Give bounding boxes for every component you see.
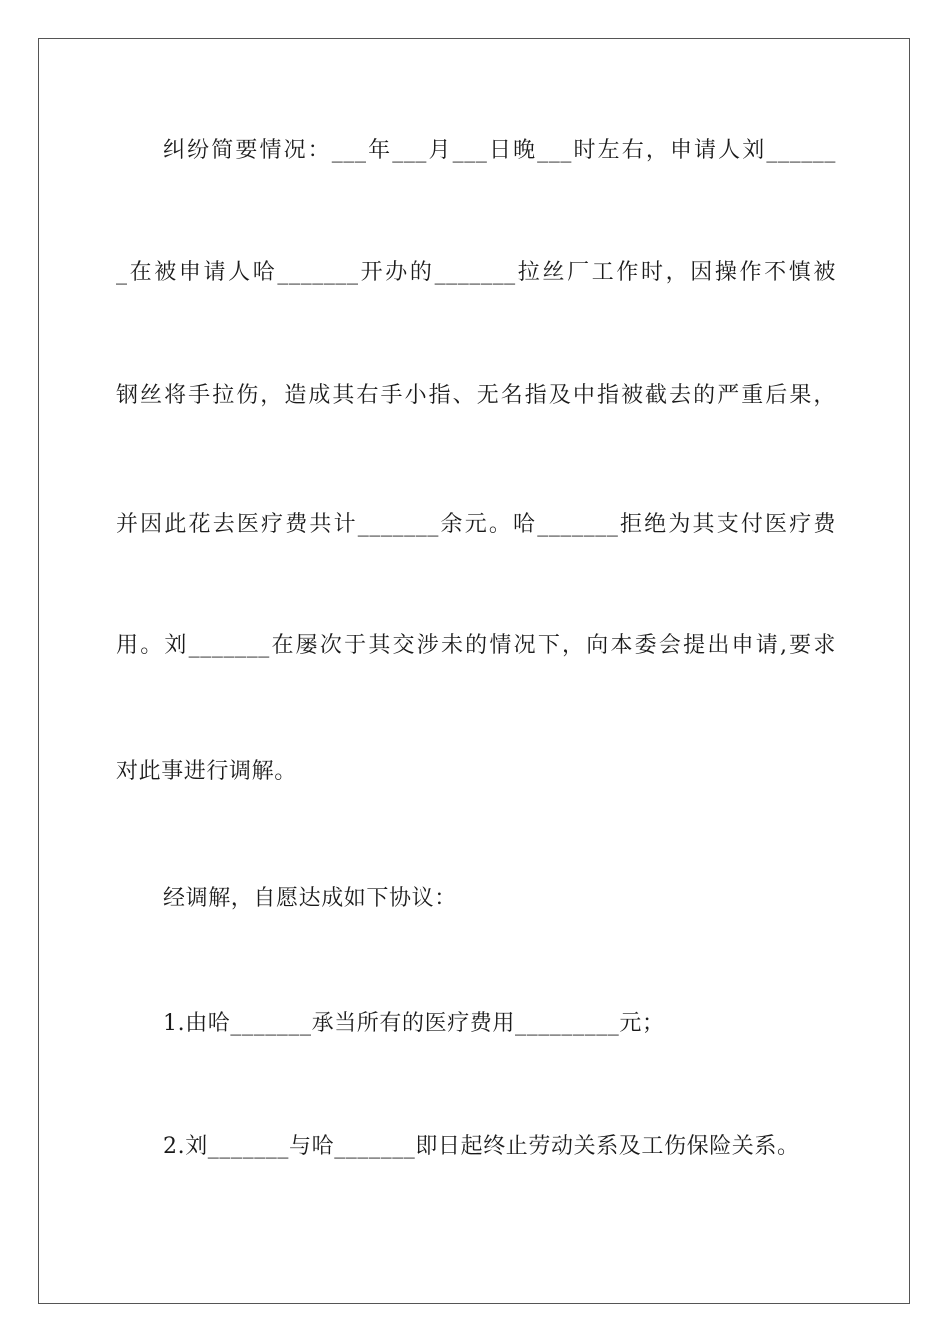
agreement-intro: 经调解，自愿达成如下协议： (163, 886, 457, 911)
dispute-summary-line-1: 纠纷简要情况：___年___月___日晚___时左右，申请人刘______ (163, 138, 836, 163)
dispute-summary-line-5: 用。刘_______在屡次于其交涉未的情况下，向本委会提出申请,要求 (116, 633, 836, 658)
page-border (38, 38, 910, 1304)
dispute-summary-line-4: 并因此花去医疗费共计_______余元。哈_______拒绝为其支付医疗费 (116, 512, 836, 537)
dispute-summary-line-6: 对此事进行调解。 (116, 759, 297, 784)
agreement-item-1: 1.由哈_______承当所有的医疗费用_________元； (163, 1011, 665, 1036)
agreement-item-2: 2.刘_______与哈_______即日起终止劳动关系及工伤保险关系。 (163, 1134, 800, 1159)
dispute-summary-line-3: 钢丝将手拉伤，造成其右手小指、无名指及中指被截去的严重后果， (116, 383, 836, 408)
dispute-summary-line-2: _在被申请人哈_______开办的_______拉丝厂工作时，因操作不慎被 (116, 260, 836, 285)
